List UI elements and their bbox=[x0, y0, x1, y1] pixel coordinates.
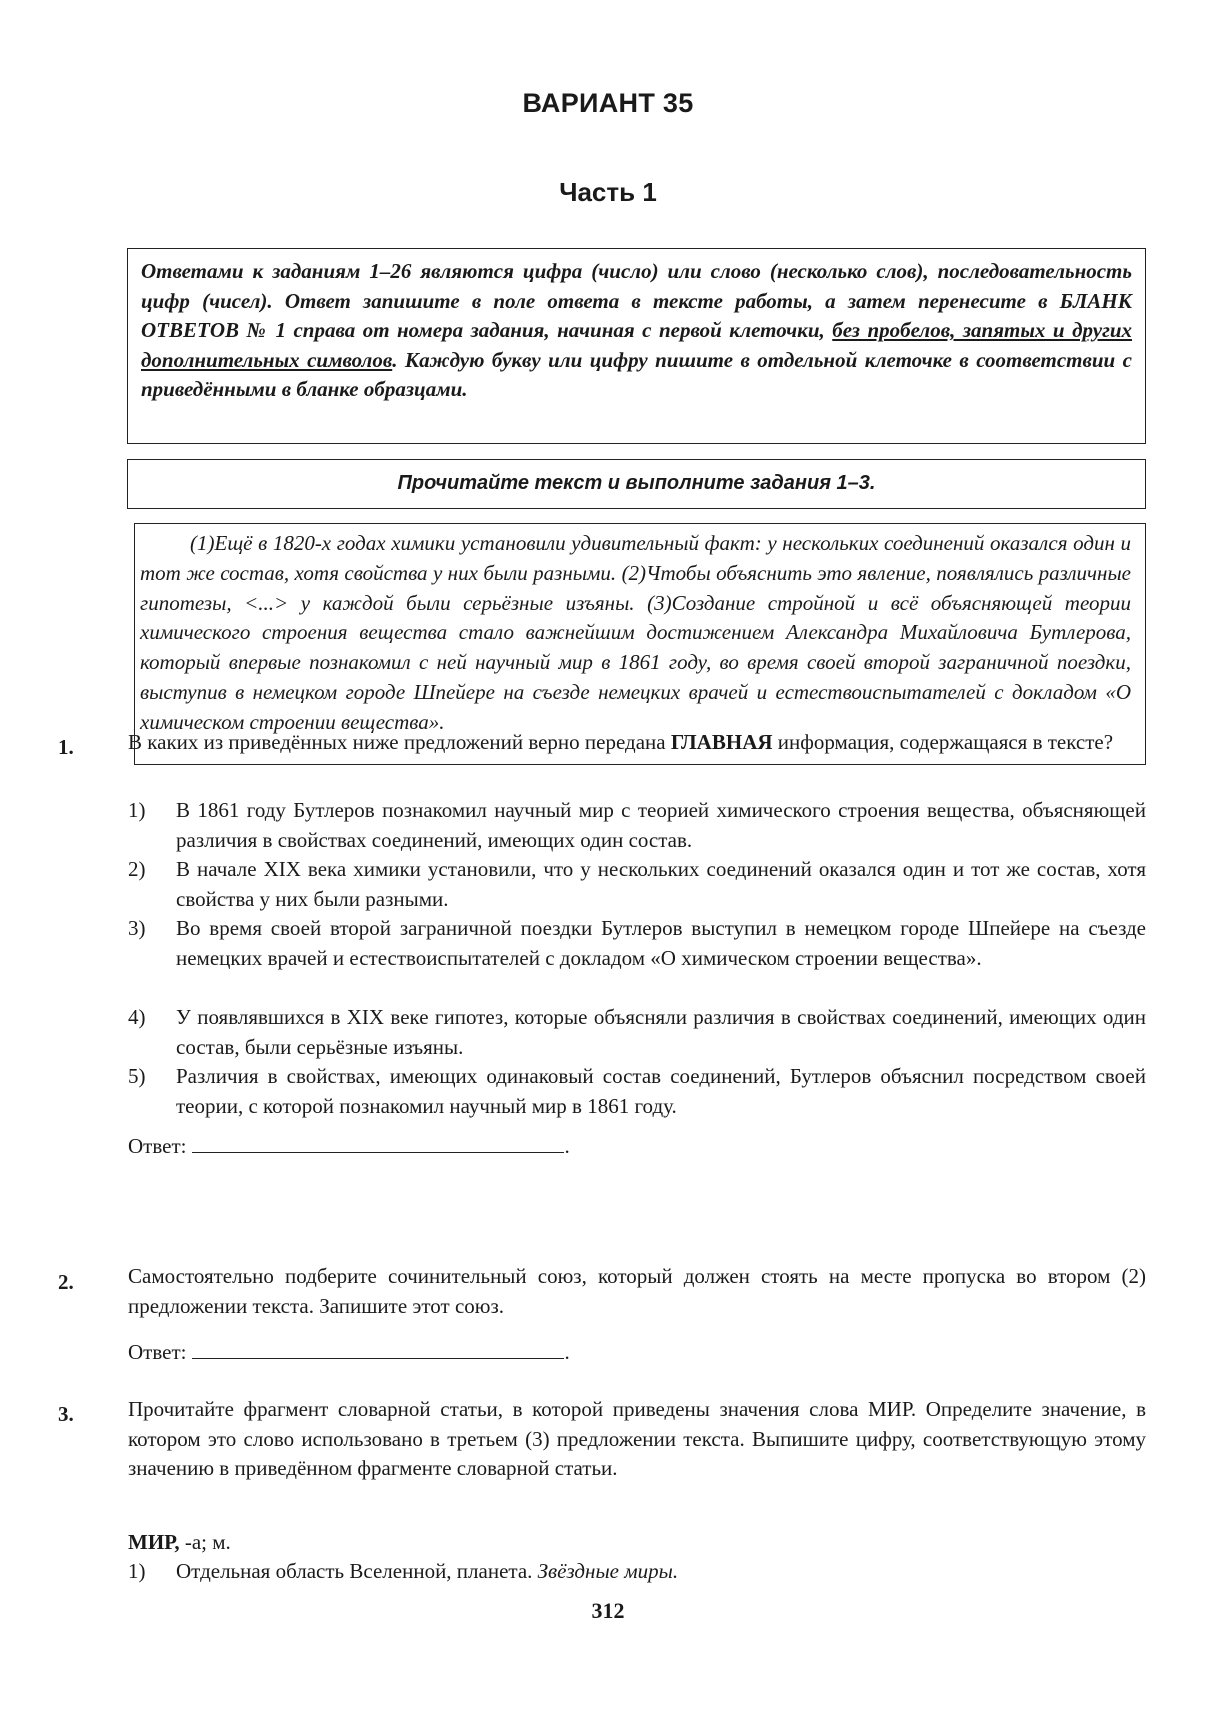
question-1-text bbox=[128, 728, 1146, 758]
entry-grammar: -а; м. bbox=[179, 1530, 231, 1554]
question-2-number: 2. bbox=[58, 1270, 74, 1294]
meaning-example: Звёздные миры. bbox=[537, 1559, 679, 1583]
question-1-text-start: В каких из приведённых ниже предложений верно передана bbox=[128, 730, 671, 754]
question-2-answer: Ответ: . bbox=[128, 1340, 570, 1364]
question-1-keyword: ГЛАВНАЯ bbox=[670, 730, 773, 754]
read-prompt-box bbox=[127, 459, 1146, 509]
answer-line[interactable] bbox=[192, 1338, 564, 1359]
read-prompt: Прочитайте текст и выполните задания 1–3. bbox=[397, 472, 876, 494]
meaning-number: 1) bbox=[128, 1559, 146, 1583]
question-1-answer: Ответ: . bbox=[128, 1134, 570, 1158]
answer-label: Ответ: bbox=[128, 1340, 187, 1364]
option-number: 4) bbox=[128, 1005, 146, 1029]
question-1-text-end: информация, содержащаяся в тексте? bbox=[772, 730, 1114, 754]
meaning-text bbox=[176, 1557, 1146, 1587]
option-number: 3) bbox=[128, 916, 146, 940]
question-1-number: 1. bbox=[58, 735, 74, 759]
option-text: В 1861 году Бутлеров познакомил научный мир с теорией химического строения вещества, объясняющей различия в свойствах соединений, имеющих один состав. bbox=[176, 798, 1146, 852]
option-number: 2) bbox=[128, 857, 146, 881]
instructions-text-end: . Каждую букву или цифру пишите в отдельной клеточке в соответствии с приведёнными в бланке образцами. bbox=[141, 347, 1132, 401]
answer-label: Ответ: bbox=[128, 1134, 187, 1158]
meaning-definition: Отдельная область Вселенной, планета. bbox=[176, 1559, 538, 1583]
instructions-underlined: без пробелов, запятых и других дополнительных символов bbox=[141, 318, 1133, 372]
question-3-text: Прочитайте фрагмент словарной статьи, в которой приведены значения слова МИР. Определите значение, в котором это слово использовано в третьем (3) предложении текста. Выпишите цифру, соответствующую этому значению в приведённом фрагменте словарной статьи. bbox=[128, 1397, 1146, 1480]
question-3-number: 3. bbox=[58, 1402, 74, 1426]
dictionary-entry bbox=[128, 1530, 231, 1555]
entry-headword: МИР, bbox=[128, 1530, 180, 1554]
answer-line[interactable] bbox=[192, 1132, 564, 1153]
instructions-box bbox=[127, 248, 1146, 444]
page-number: 312 bbox=[591, 1598, 625, 1623]
option-text: У появлявшихся в XIX веке гипотез, которые объясняли различия в свойствах соединений, имеющих один состав, были серьёзные изъяны. bbox=[176, 1005, 1146, 1059]
option-number: 5) bbox=[128, 1064, 146, 1088]
passage-text: (1)Ещё в 1820-х годах химики установили удивительный факт: у нескольких соединений оказался один и тот же состав, хотя свойства у них были разными. (2)Чтобы объяснить это явление, появлялись различные гипотезы, <...> у каждой были серьёзные изъяны. (3)Создание стройной и всё объясняющей теории химического строения вещества стало важнейшим достижением Александра Михайловича Бутлерова, который впервые познакомил с ней научный мир в 1861 году, во время своей второй заграничной поездки, выступив в немецком городе Шпейере на съезде немецких врачей и естествоиспытателей с докладом «О химическом строении вещества». bbox=[140, 531, 1131, 734]
variant-title: ВАРИАНТ 35 bbox=[522, 88, 694, 118]
instructions-text: Ответами к заданиям 1–26 являются цифра (число) или слово (несколько слов), последовательность цифр (чисел). Ответ запишите в поле ответа в тексте работы, а затем перенесите в БЛАНК ОТВЕТОВ № 1 справа от номера задания, начиная с первой клеточки, bbox=[141, 259, 1132, 342]
option-text: Различия в свойствах, имеющих одинаковый состав соединений, Бутлеров объяснил посредством своей теории, с которой познакомил научный мир в 1861 году. bbox=[176, 1064, 1146, 1118]
question-2-text: Самостоятельно подберите сочинительный союз, который должен стоять на месте пропуска во втором (2) предложении текста. Запишите этот союз. bbox=[128, 1264, 1146, 1318]
part-title: Часть 1 bbox=[559, 177, 657, 207]
option-number: 1) bbox=[128, 798, 146, 822]
option-text: В начале XIX века химики установили, что у нескольких соединений оказался один и тот же состав, хотя свойства у них были разными. bbox=[176, 857, 1146, 911]
option-text: Во время своей второй заграничной поездки Бутлеров выступил в немецком городе Шпейере на съезде немецких врачей и естествоиспытателей с докладом «О химическом строении вещества». bbox=[176, 916, 1146, 970]
